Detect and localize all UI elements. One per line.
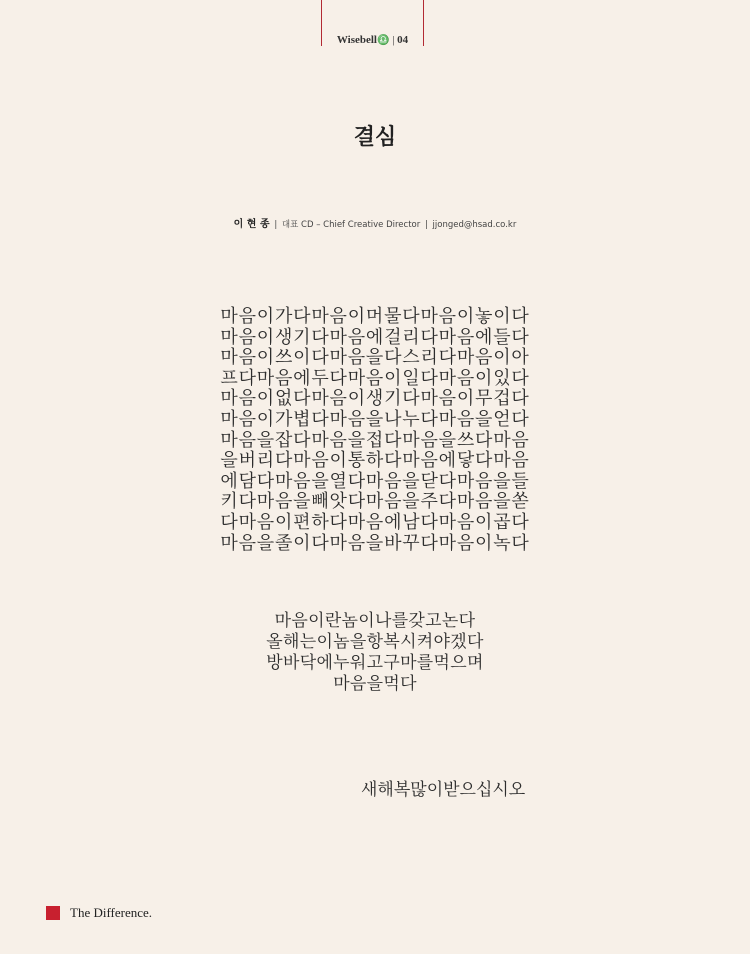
poem-block [0, 307, 750, 554]
brand-name: Wisebell [336, 34, 377, 46]
author-email: jjonged@hsad.co.kr [432, 220, 517, 230]
page-number: 04 [397, 34, 409, 46]
new-year-greeting: 새해복많이받으십시오 [361, 780, 526, 800]
author-name: 이 현 종 [233, 219, 270, 230]
stanza-line: 마음을먹다 [333, 674, 417, 694]
poem-line: 마음이가다마음이머물다마음이놓이다 [220, 306, 530, 327]
poem-line: 마음이생기다마음에걸리다마음에들다 [220, 326, 530, 348]
poem-line: 마음을잡다마음을접다마음을쓰다마음 [220, 429, 530, 451]
bell-icon: ♎ [376, 35, 390, 46]
footer-tagline: The Difference. [70, 905, 153, 920]
poem-line: 에담다마음을열다마음을닫다마음을들 [220, 470, 530, 492]
byline [0, 215, 750, 230]
byline-separator: | [424, 220, 428, 230]
poem-line: 마음을졸이다마음을바꾸다마음이녹다 [220, 532, 530, 554]
article-title: 결심 [353, 125, 397, 150]
author-role: 대표 CD – Chief Creative Director [281, 220, 421, 230]
header-separator: | [392, 34, 395, 46]
poem-line: 마음이없다마음이생기다마음이무겁다 [220, 388, 530, 410]
footer-square-icon [46, 906, 60, 920]
header-divider-right [423, 0, 424, 46]
poem-line: 마음이쓰이다마음을다스리다마음이아 [220, 347, 530, 369]
stanza-line: 마음이란놈이나를갖고논다 [274, 611, 476, 631]
footer [46, 905, 152, 921]
poem-line: 마음이가볍다마음을나누다마음을얻다 [220, 408, 530, 430]
byline-separator: | [274, 220, 278, 230]
poem-line: 키다마음을빼앗다마음을주다마음을쏟 [220, 491, 530, 513]
stanza-line: 방바닥에누워고구마를먹으며 [266, 653, 484, 673]
closing-stanza [0, 611, 750, 695]
poem-line: 다마음이편하다마음에남다마음이곱다 [220, 511, 530, 533]
poem-line: 을버리다마음이통하다마음에닿다마음 [220, 450, 530, 472]
poem-line: 프다마음에두다마음이일다마음이있다 [220, 367, 530, 389]
running-header [322, 34, 423, 46]
stanza-line: 올해는이놈을항복시켜야겠다 [266, 632, 484, 652]
